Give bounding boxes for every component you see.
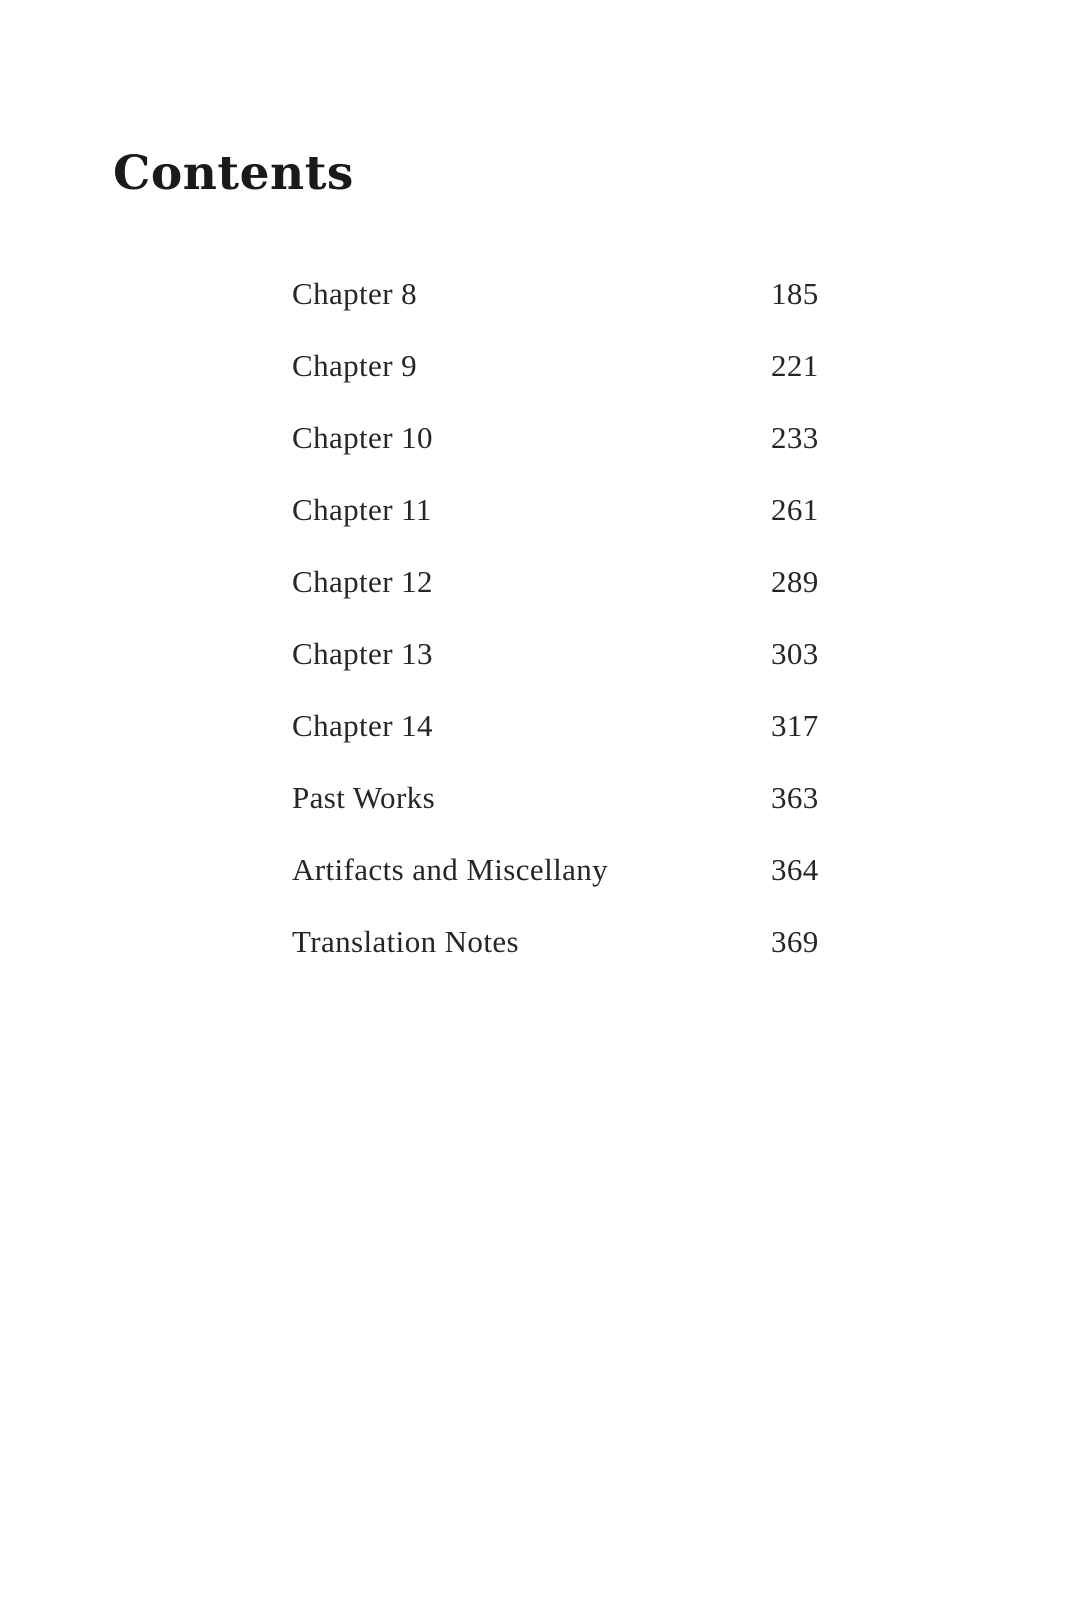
- toc-entry-page-number: 369: [771, 924, 819, 959]
- toc-entry-page-number: 261: [771, 492, 819, 527]
- page-title: Contents: [113, 146, 354, 201]
- toc-entry-label: Chapter 10: [292, 420, 433, 455]
- toc-entry-label: Chapter 12: [292, 564, 433, 599]
- toc-entry-page-number: 363: [771, 780, 819, 815]
- toc-entry-label: Translation Notes: [292, 924, 519, 959]
- toc-entry-page-number: 289: [771, 564, 819, 599]
- toc-entry: [292, 494, 832, 566]
- toc-entry-label: Past Works: [292, 780, 436, 815]
- toc-entry-page-number: 221: [771, 348, 819, 383]
- toc-entry: [292, 854, 832, 926]
- toc-entry: [292, 638, 832, 710]
- toc-entry: [292, 350, 832, 422]
- toc-entry: [292, 782, 832, 854]
- toc-entry: [292, 422, 832, 494]
- toc-entry: [292, 710, 832, 782]
- toc-entry-page-number: 233: [771, 420, 819, 455]
- toc-entry-label: Chapter 11: [292, 492, 432, 527]
- table-of-contents: [292, 278, 832, 998]
- toc-entry-label: Chapter 14: [292, 708, 433, 743]
- toc-entry-label: Chapter 9: [292, 348, 417, 383]
- toc-entry: [292, 566, 832, 638]
- toc-entry-page-number: 303: [771, 636, 819, 671]
- toc-entry: [292, 278, 832, 350]
- toc-entry-page-number: 185: [771, 276, 819, 311]
- toc-entry-label: Artifacts and Miscellany: [292, 852, 609, 887]
- toc-entry: [292, 926, 832, 998]
- toc-entry-page-number: 364: [771, 852, 819, 887]
- toc-entry-page-number: 317: [771, 708, 819, 743]
- toc-entry-label: Chapter 13: [292, 636, 433, 671]
- toc-entry-label: Chapter 8: [292, 276, 417, 311]
